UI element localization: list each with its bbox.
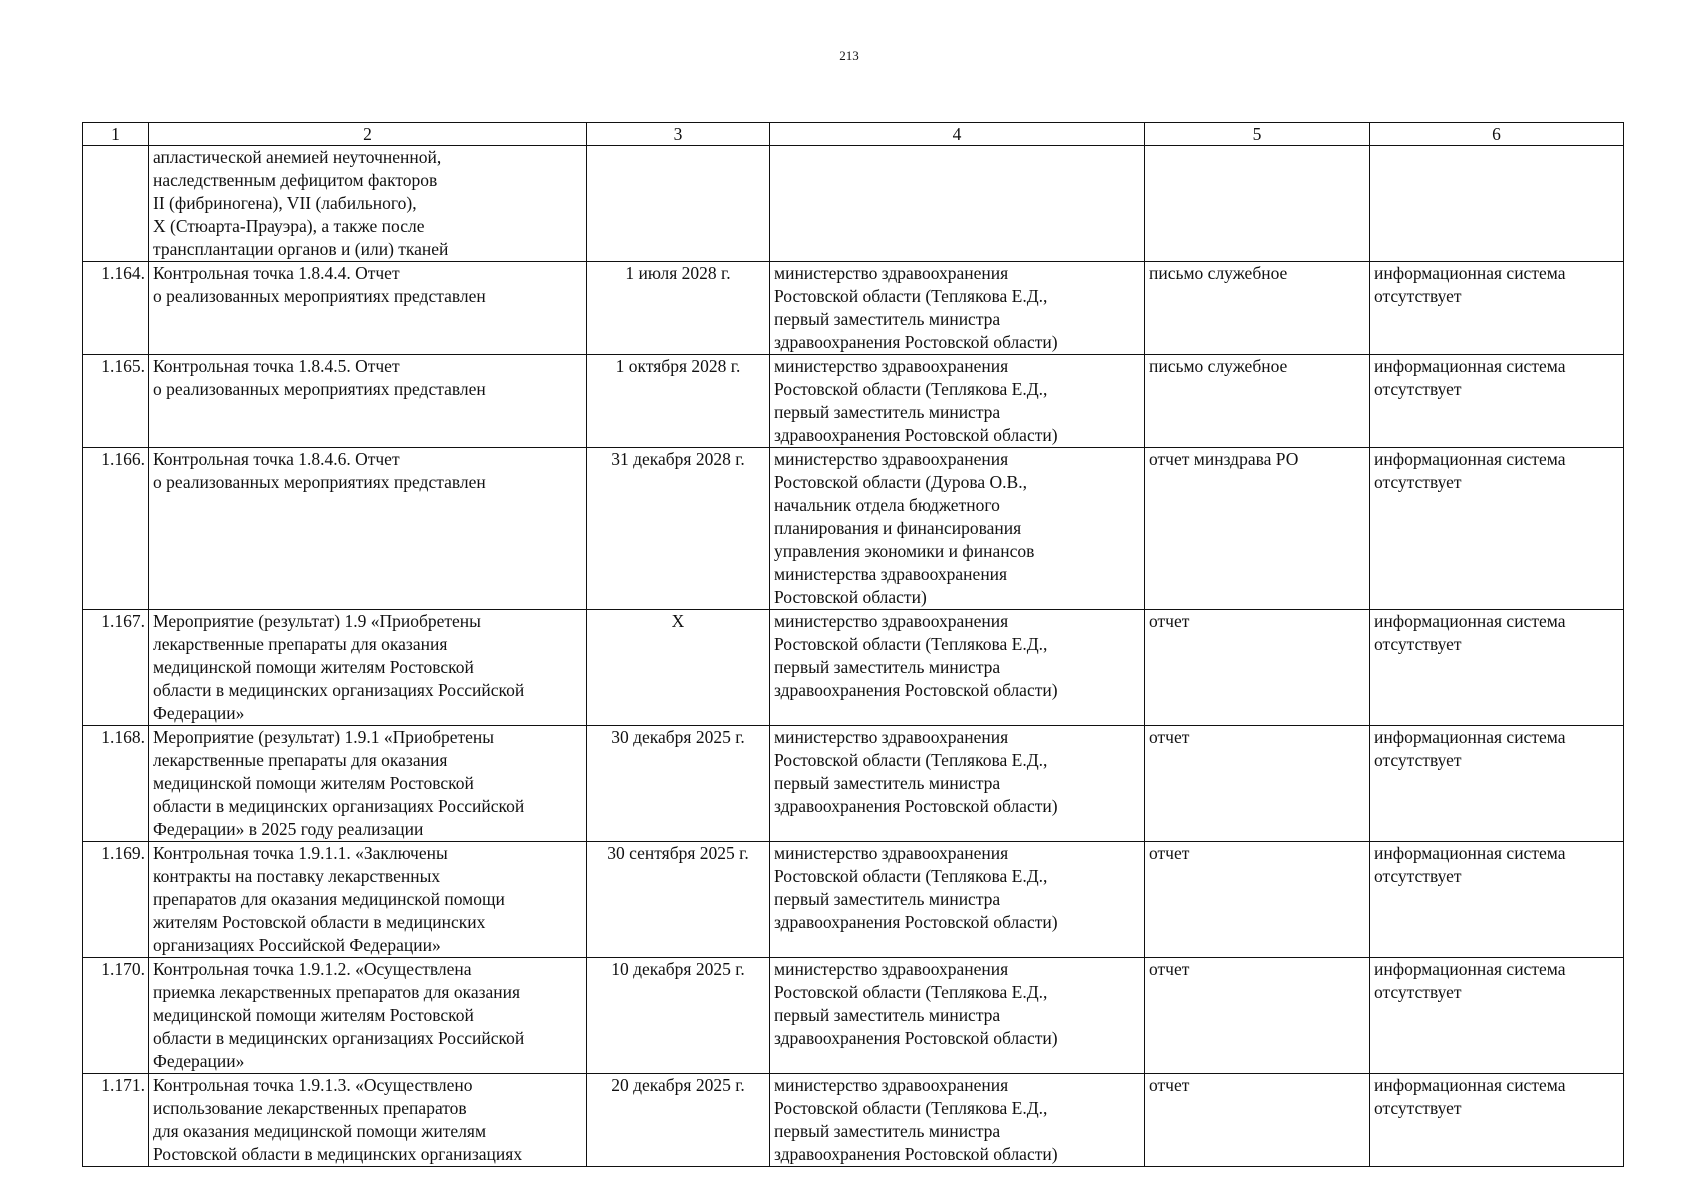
row-document: письмо служебное — [1145, 262, 1370, 355]
table-row — [83, 1074, 1624, 1167]
row-number: 1.164. — [83, 262, 149, 355]
column-header: 5 — [1145, 123, 1370, 146]
row-date: 1 октября 2028 г. — [587, 355, 770, 448]
table-row — [83, 448, 1624, 610]
row-responsible: министерство здравоохранения Ростовской области (Теплякова Е.Д., первый заместитель министра здравоохранения Ростовской области) — [770, 355, 1145, 448]
row-name: Контрольная точка 1.8.4.5. Отчет о реализованных мероприятиях представлен — [149, 355, 587, 448]
row-system: информационная система отсутствует — [1370, 726, 1624, 842]
table-row — [83, 958, 1624, 1074]
row-document: отчет — [1145, 610, 1370, 726]
control-points-table — [82, 122, 1624, 1167]
row-date: 31 декабря 2028 г. — [587, 448, 770, 610]
column-header: 2 — [149, 123, 587, 146]
table-row — [83, 842, 1624, 958]
row-document: отчет — [1145, 1074, 1370, 1167]
row-name: Контрольная точка 1.9.1.2. «Осуществлена приемка лекарственных препаратов для оказания медицинской помощи жителям Ростовской области в медицинских организациях Российской Федерации» — [149, 958, 587, 1074]
row-number: 1.165. — [83, 355, 149, 448]
row-system: информационная система отсутствует — [1370, 610, 1624, 726]
table-row — [83, 146, 1624, 262]
table-row — [83, 262, 1624, 355]
row-date: X — [587, 610, 770, 726]
row-system: информационная система отсутствует — [1370, 355, 1624, 448]
row-system: информационная система отсутствует — [1370, 842, 1624, 958]
row-date: 10 декабря 2025 г. — [587, 958, 770, 1074]
row-number — [83, 146, 149, 262]
row-number: 1.170. — [83, 958, 149, 1074]
column-header: 4 — [770, 123, 1145, 146]
row-system: информационная система отсутствует — [1370, 262, 1624, 355]
row-date: 30 сентября 2025 г. — [587, 842, 770, 958]
row-responsible — [770, 146, 1145, 262]
row-document: отчет — [1145, 842, 1370, 958]
row-date — [587, 146, 770, 262]
row-name: Контрольная точка 1.8.4.6. Отчет о реализованных мероприятиях представлен — [149, 448, 587, 610]
row-number: 1.168. — [83, 726, 149, 842]
row-name: Контрольная точка 1.9.1.3. «Осуществлено использование лекарственных препаратов для оказания медицинской помощи жителям Ростовской области в медицинских организациях — [149, 1074, 587, 1167]
row-name: Контрольная точка 1.8.4.4. Отчет о реализованных мероприятиях представлен — [149, 262, 587, 355]
row-document: отчет минздрава РО — [1145, 448, 1370, 610]
row-responsible: министерство здравоохранения Ростовской области (Теплякова Е.Д., первый заместитель министра здравоохранения Ростовской области) — [770, 262, 1145, 355]
page-number: 213 — [839, 48, 859, 63]
row-system: информационная система отсутствует — [1370, 1074, 1624, 1167]
row-name: апластической анемией неуточненной, наследственным дефицитом факторов II (фибриногена), VII (лабильного), X (Стюарта-Прауэра), а также после трансплантации органов и (или) тканей — [149, 146, 587, 262]
row-system: информационная система отсутствует — [1370, 448, 1624, 610]
table-header-row — [83, 123, 1624, 146]
table-row — [83, 610, 1624, 726]
row-document: отчет — [1145, 958, 1370, 1074]
column-header: 3 — [587, 123, 770, 146]
row-date: 1 июля 2028 г. — [587, 262, 770, 355]
row-responsible: министерство здравоохранения Ростовской области (Теплякова Е.Д., первый заместитель министра здравоохранения Ростовской области) — [770, 958, 1145, 1074]
row-system: информационная система отсутствует — [1370, 958, 1624, 1074]
row-document: письмо служебное — [1145, 355, 1370, 448]
row-responsible: министерство здравоохранения Ростовской области (Теплякова Е.Д., первый заместитель министра здравоохранения Ростовской области) — [770, 842, 1145, 958]
row-responsible: министерство здравоохранения Ростовской области (Теплякова Е.Д., первый заместитель министра здравоохранения Ростовской области) — [770, 610, 1145, 726]
row-name: Контрольная точка 1.9.1.1. «Заключены контракты на поставку лекарственных препаратов для оказания медицинской помощи жителям Ростовской области в медицинских организациях Российской Федерации» — [149, 842, 587, 958]
row-date: 20 декабря 2025 г. — [587, 1074, 770, 1167]
row-responsible: министерство здравоохранения Ростовской области (Дурова О.В., начальник отдела бюджетного планирования и финансирования управления экономики и финансов министерства здравоохранения Ростовской области) — [770, 448, 1145, 610]
row-document: отчет — [1145, 726, 1370, 842]
row-responsible: министерство здравоохранения Ростовской области (Теплякова Е.Д., первый заместитель министра здравоохранения Ростовской области) — [770, 726, 1145, 842]
row-name: Мероприятие (результат) 1.9.1 «Приобретены лекарственные препараты для оказания медицинской помощи жителям Ростовской области в медицинских организациях Российской Федерации» в 2025 году реализации — [149, 726, 587, 842]
column-header: 6 — [1370, 123, 1624, 146]
row-document — [1145, 146, 1370, 262]
row-date: 30 декабря 2025 г. — [587, 726, 770, 842]
row-name: Мероприятие (результат) 1.9 «Приобретены лекарственные препараты для оказания медицинской помощи жителям Ростовской области в медицинских организациях Российской Федерации» — [149, 610, 587, 726]
table-row — [83, 726, 1624, 842]
table-row — [83, 355, 1624, 448]
row-number: 1.169. — [83, 842, 149, 958]
row-system — [1370, 146, 1624, 262]
row-number: 1.167. — [83, 610, 149, 726]
row-number: 1.166. — [83, 448, 149, 610]
row-responsible: министерство здравоохранения Ростовской области (Теплякова Е.Д., первый заместитель министра здравоохранения Ростовской области) — [770, 1074, 1145, 1167]
column-header: 1 — [83, 123, 149, 146]
row-number: 1.171. — [83, 1074, 149, 1167]
